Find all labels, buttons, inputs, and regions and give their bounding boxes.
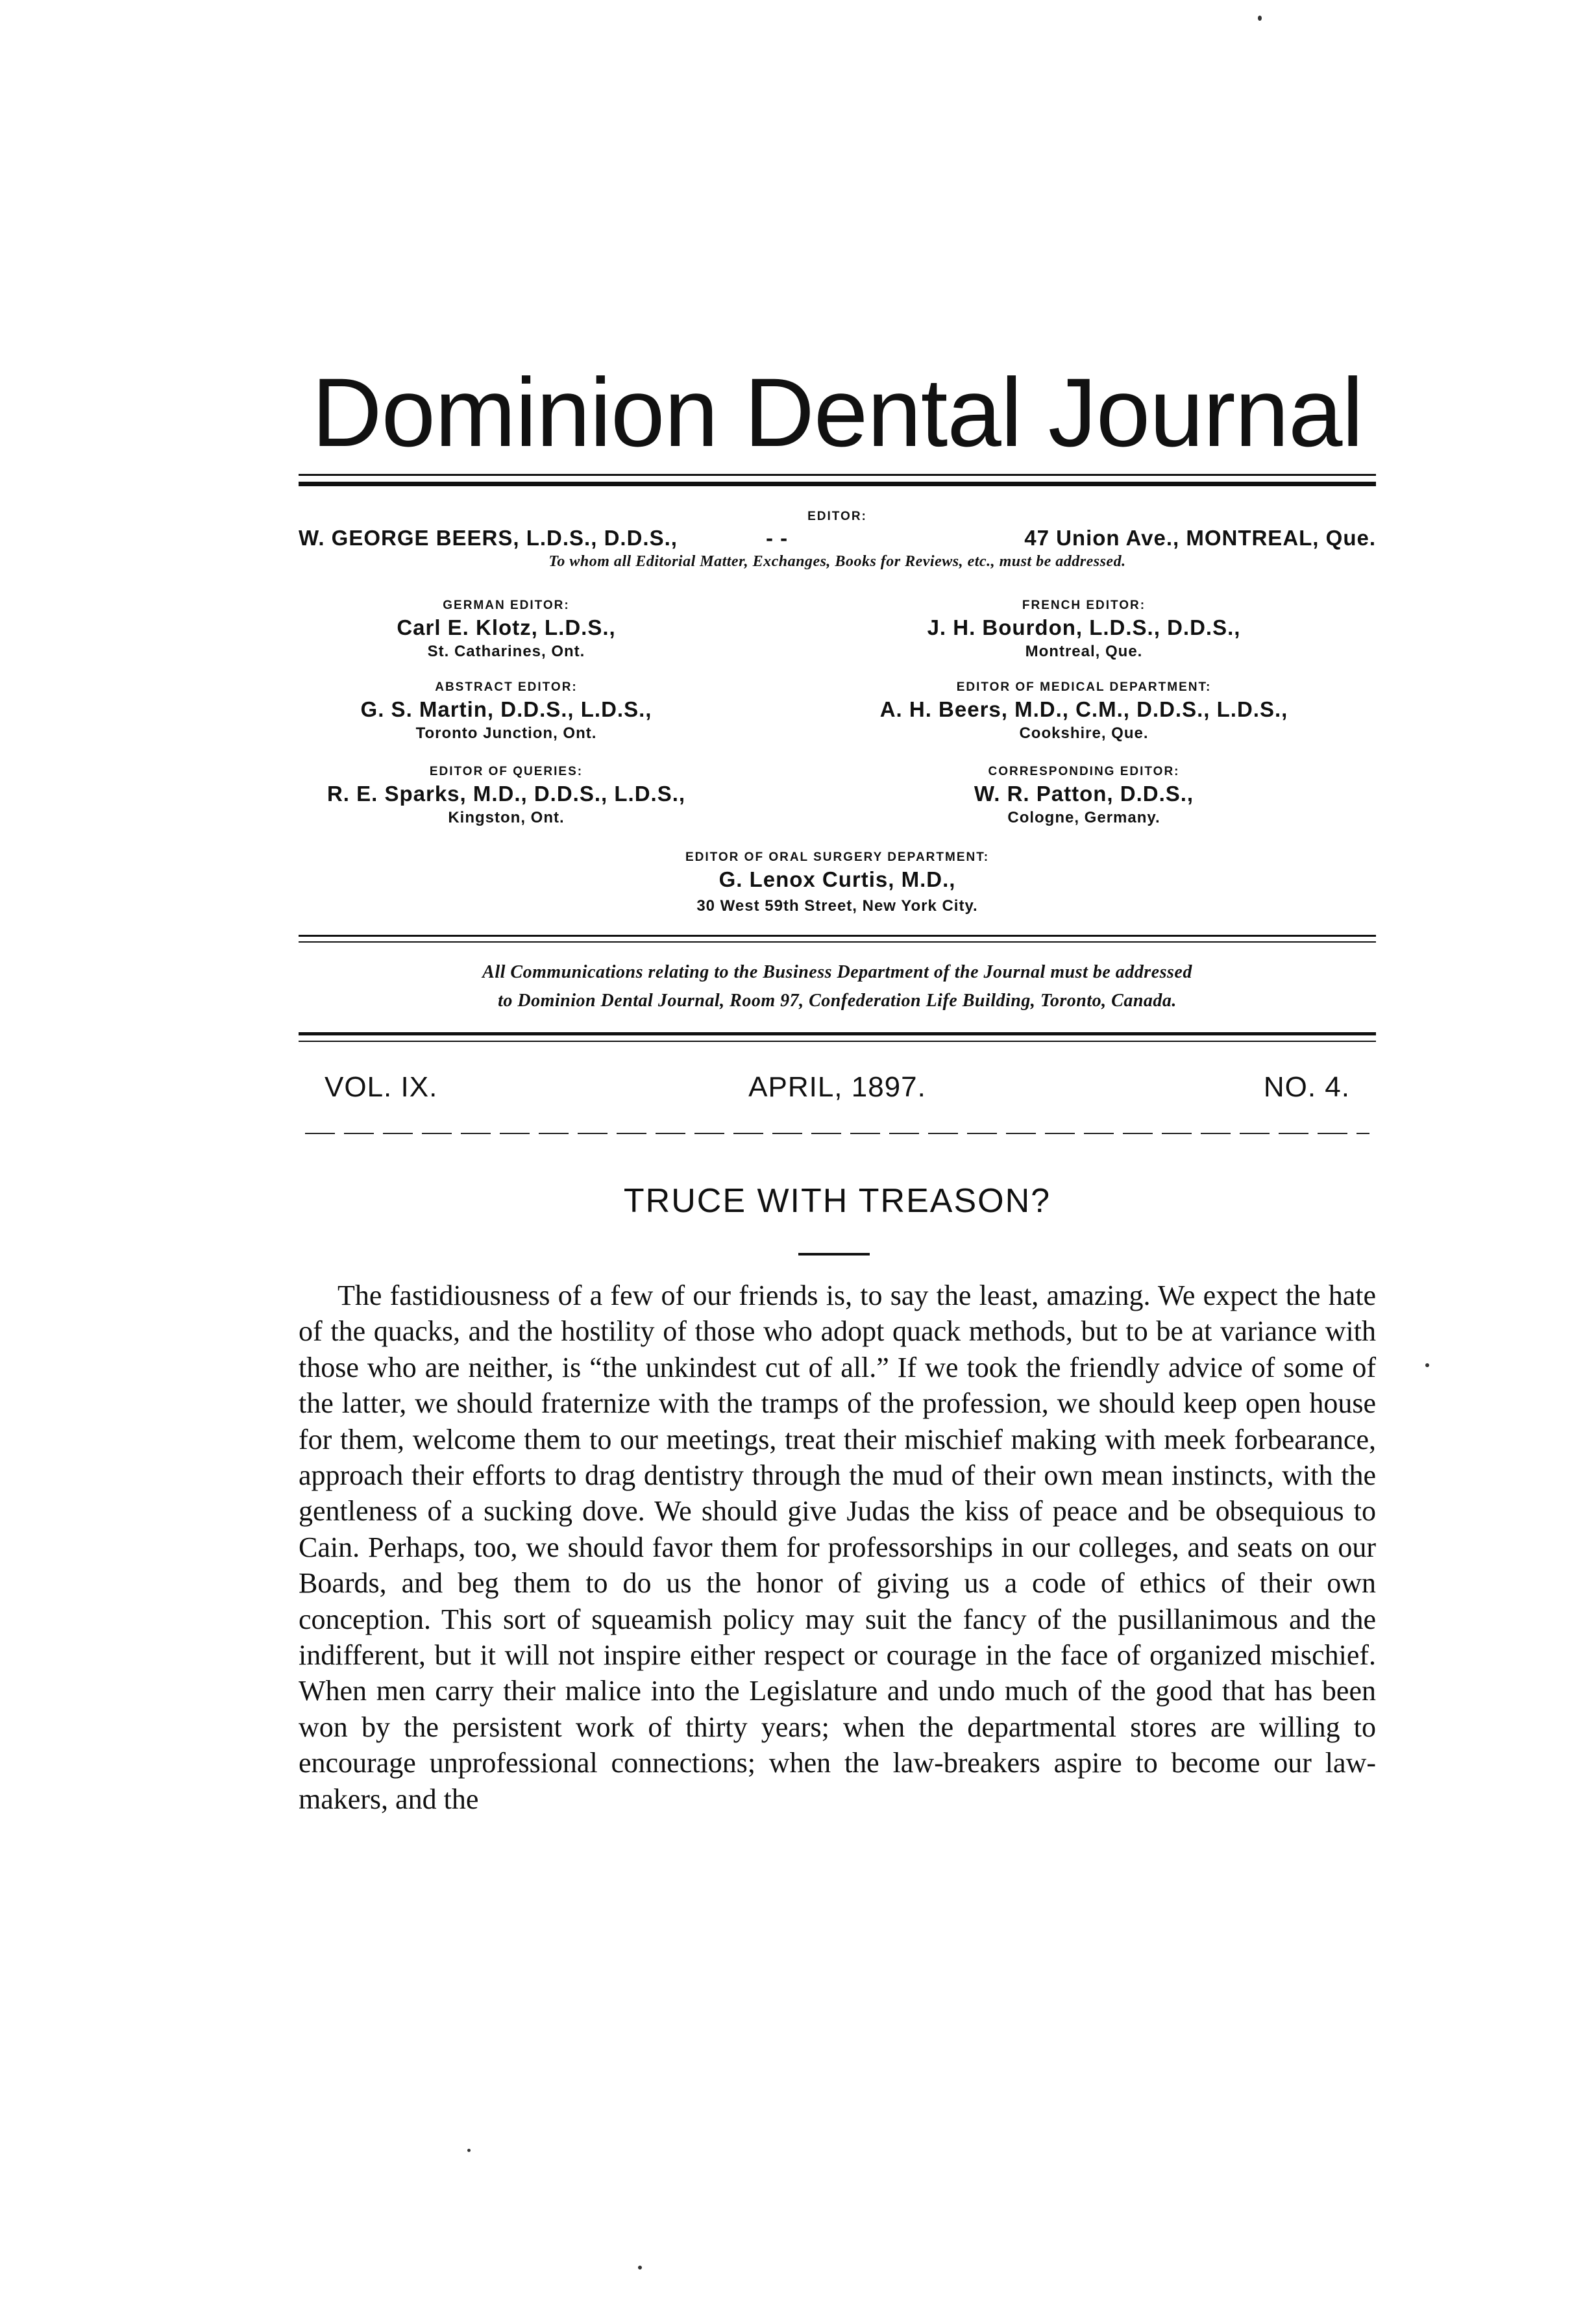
issue-date: APRIL, 1897.	[748, 1071, 926, 1103]
sub-editor-location: Montreal, Que.	[1025, 643, 1143, 660]
sub-editor-label: EDITOR OF MEDICAL DEPARTMENT:	[956, 680, 1212, 694]
sub-editor-location: Cologne, Germany.	[1007, 809, 1160, 826]
sub-editor-location: Toronto Junction, Ont.	[415, 724, 597, 742]
business-rule-top-1	[299, 935, 1376, 937]
sub-editor-name: A. H. Beers, M.D., C.M., D.D.S., L.D.S.,	[879, 697, 1288, 721]
sub-editor-label: ABSTRACT EDITOR:	[435, 680, 578, 694]
business-rule-bottom-2	[299, 1041, 1376, 1042]
article-paragraph: The fastidiousness of a few of our friends is, to say the least, amazing. We expect the hate of the quacks, and the hostility of those who adopt quack methods, but to be at variance with those who are neither, is “the unkindest cut of all.” If we took the friendly advice of some of the latter, we should fraternize with the tramps of the profession, we should keep open house for them, welcome them to our meetings, treat their mischief making with meek forbearance, approach their efforts to drag dentistry through the mud of their own mean instincts, with the gentleness of a sucking dove. We should give Judas the kiss of peace and be obsequious to Cain. Perhaps, too, we should favor them for professorships in our colleges, and seats on our Boards, and beg them to do us the honor of giving us a code of ethics of their own conception. This sort of squeamish policy may suit the fancy of the pusillanimous and the indifferent, but it will not inspire either respect or courage in the face of organized mischief. When men carry their malice into the Legislature and undo much of the good that has been won by the persistent work of thirty years; when the departmental stores are willing to encourage unprofessional connections; when the law-breakers aspire to become our law-makers, and the	[299, 1280, 1376, 1815]
print-speck	[1258, 16, 1262, 21]
journal-title: Dominion Dental Journal	[312, 358, 1363, 467]
editor-name: W. GEORGE BEERS, L.D.S., D.D.S.,	[299, 526, 678, 550]
masthead-rule-thick	[299, 482, 1376, 486]
article-body	[299, 1278, 1376, 1817]
sub-editor-name: W. R. Patton, D.D.S.,	[974, 782, 1194, 806]
sub-editor-location: St. Catharines, Ont.	[427, 643, 585, 660]
title-underline	[798, 1253, 870, 1255]
print-speck	[1425, 1363, 1429, 1367]
editor-address: 47 Union Ave., MONTREAL, Que.	[1024, 526, 1376, 550]
sub-editor-label: CORRESPONDING EDITOR:	[988, 765, 1180, 778]
issue-volume: VOL. IX.	[325, 1071, 438, 1103]
oral-surgery-name: G. Lenox Curtis, M.D.,	[718, 867, 956, 891]
editor-note: To whom all Editorial Matter, Exchanges, Books for Reviews, etc., must be addressed.	[548, 553, 1126, 570]
print-speck	[638, 2266, 642, 2270]
sub-editor-name: G. S. Martin, D.D.S., L.D.S.,	[360, 697, 652, 721]
print-speck	[467, 2149, 471, 2152]
issue-rule	[305, 1133, 1369, 1134]
business-note-line1: All Communications relating to the Business Department of the Journal must be addressed	[482, 962, 1192, 982]
editor-label: EDITOR:	[807, 510, 867, 523]
business-rule-top-2	[299, 941, 1376, 943]
issue-number: NO. 4.	[1263, 1071, 1350, 1103]
business-note-line2: to Dominion Dental Journal, Room 97, Confederation Life Building, Toronto, Canada.	[498, 991, 1177, 1011]
article-title: TRUCE WITH TREASON?	[623, 1182, 1051, 1220]
sub-editor-name: R. E. Sparks, M.D., D.D.S., L.D.S.,	[326, 782, 686, 806]
sub-editor-name: Carl E. Klotz, L.D.S.,	[397, 615, 616, 639]
sub-editor-label: GERMAN EDITOR:	[443, 599, 570, 612]
editor-dashes: - -	[766, 526, 789, 550]
sub-editor-name: J. H. Bourdon, L.D.S., D.D.S.,	[927, 615, 1241, 639]
masthead-rule-thin	[299, 474, 1376, 476]
sub-editor-location: Cookshire, Que.	[1019, 724, 1149, 742]
sub-editor-label: EDITOR OF QUERIES:	[429, 765, 583, 778]
business-rule-bottom-1	[299, 1032, 1376, 1035]
sub-editor-label: FRENCH EDITOR:	[1022, 599, 1146, 612]
oral-surgery-address: 30 West 59th Street, New York City.	[696, 897, 978, 915]
sub-editor-location: Kingston, Ont.	[448, 809, 565, 826]
oral-surgery-label: EDITOR OF ORAL SURGERY DEPARTMENT:	[685, 850, 990, 864]
